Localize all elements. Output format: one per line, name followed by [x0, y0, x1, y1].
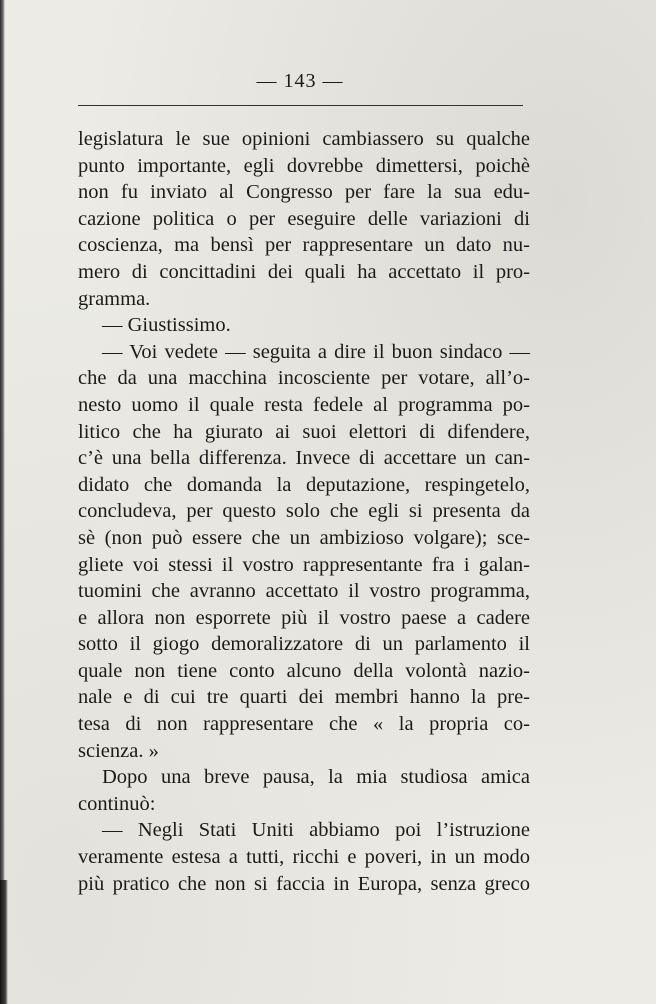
text-line: legislatura le sue opinioni cambiassero su qualche — [78, 128, 530, 150]
text-line: Dopo una breve pausa, la mia studiosa amica — [102, 766, 530, 789]
text-line: — Voi vedete — seguita a dire il buon sindaco — — [102, 340, 530, 363]
text-line: nale e di cui tre quarti dei membri hanno la pre- — [78, 686, 530, 709]
text-line: continuò: — [78, 792, 156, 815]
text-line: e allora non esporrete più il vostro paese a cadere — [78, 606, 530, 629]
text-line: mero di concittadini dei quali ha accettato il pro- — [78, 260, 530, 283]
text-line: punto importante, egli dovrebbe dimettersi, poichè — [78, 154, 530, 177]
text-line: nesto uomo il quale resta fedele al programma po- — [78, 393, 530, 416]
text-line: veramente estesa a tutti, ricchi e poveri, in un modo — [78, 846, 530, 869]
binding-shadow-lower — [0, 880, 8, 1004]
body-text — [78, 126, 530, 897]
text-line: sè (non può essere che un ambizioso volgare); sce- — [78, 526, 530, 549]
page-number: — 143 — — [256, 70, 344, 92]
text-line: tuomini che avranno accettato il vostro programma, — [78, 580, 530, 603]
text-line: scienza. » — [78, 739, 159, 762]
text-line: gliete voi stessi il vostro rappresentante fra i galan- — [78, 553, 530, 576]
text-line: sotto il giogo demoralizzatore di un parlamento il — [78, 633, 530, 656]
text-line: quale non tiene conto alcuno della volontà nazio- — [78, 659, 530, 682]
text-line: tesa di non rappresentare che « la propria co- — [78, 713, 530, 736]
text-line: c’è una bella differenza. Invece di accettare un can- — [78, 447, 530, 470]
text-line: didato che domanda la deputazione, respingetelo, — [78, 473, 530, 496]
text-line: gramma. — [78, 287, 151, 310]
text-line: coscienza, ma bensì per rappresentare un dato nu- — [78, 234, 530, 257]
text-line: concludeva, per questo solo che egli si presenta da — [78, 500, 530, 523]
text-line: litico che ha giurato ai suoi elettori di difendere, — [78, 420, 530, 443]
text-line: che da una macchina incosciente per votare, all’o- — [78, 367, 530, 390]
binding-shadow — [0, 0, 5, 1004]
text-line: — Giustissimo. — [102, 314, 231, 337]
text-line: — Negli Stati Uniti abbiamo poi l’istruzione — [102, 819, 530, 842]
header-rule — [78, 105, 523, 106]
text-line: cazione politica o per eseguire delle variazioni di — [78, 207, 530, 230]
text-line: più pratico che non si faccia in Europa, senza greco — [78, 872, 530, 895]
text-line: non fu inviato al Congresso per fare la sua edu- — [78, 181, 530, 204]
